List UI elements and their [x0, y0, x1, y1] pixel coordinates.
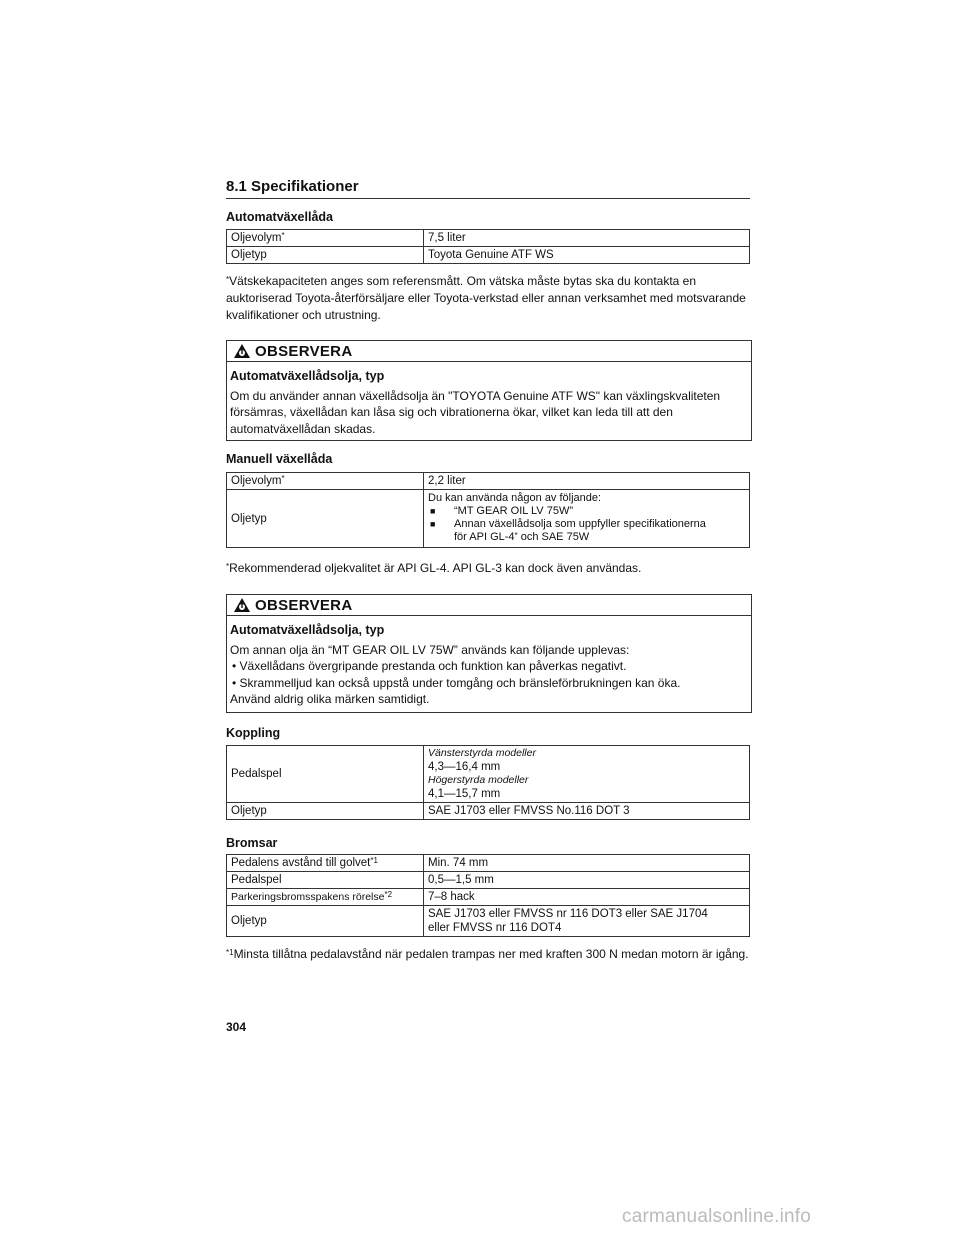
- footnote-marker: *: [281, 474, 285, 483]
- manual-type-value: [424, 490, 750, 548]
- list-item: • Skrammelljud kan också uppstå under tomgång och bränsleförbrukningen kan öka.: [232, 675, 681, 690]
- brakes-oil-line-1: SAE J1703 eller FMVSS nr 116 DOT3 eller SAE J1704: [428, 908, 708, 920]
- clutch-oil-value: SAE J1703 eller FMVSS No.116 DOT 3: [424, 803, 750, 820]
- footnote-marker: *1: [370, 856, 378, 865]
- manual-option-1: “MT GEAR OIL LV 75W”: [454, 505, 573, 517]
- auto-footnote-text: Vätskekapaciteten anges som referensmått. Om vätska måste bytas ska du kontakta en auktoriserad Toyota-återförsäljare eller Toyota-verkstad eller annan verksamhet med motsvarande kvalifikationer och utrustning.: [226, 274, 746, 322]
- table-row: [227, 889, 750, 906]
- lhd-label: Vänsterstyrda modeller: [428, 747, 536, 759]
- table-row: [227, 230, 750, 247]
- brakes-heading: Bromsar: [226, 836, 278, 850]
- brakes-pedal-key: Pedalspel: [227, 872, 424, 889]
- footnote-marker: *1: [226, 948, 234, 957]
- warning-subheading: Automatväxellådsolja, typ: [230, 369, 385, 383]
- clutch-spec-table: [226, 745, 750, 820]
- footnote-marker: *: [226, 275, 230, 284]
- list-item: • Växellådans övergripande prestanda och funktion kan påverkas negativt.: [232, 659, 627, 673]
- manual-heading: Manuell växellåda: [226, 452, 333, 466]
- manual-footnote: [226, 560, 750, 577]
- manual-type-intro: Du kan använda någon av följande:: [428, 492, 602, 504]
- clutch-heading: Koppling: [226, 726, 281, 740]
- parking-brake-key: Parkeringsbromsspakens rörelse: [231, 891, 385, 903]
- manual-footnote-text: Rekommenderad oljekvalitet är API GL-4. API GL-3 kan dock även användas.: [229, 561, 642, 575]
- footnote-marker: *: [514, 531, 518, 540]
- section-name: Specifikationer: [251, 178, 359, 195]
- warning-box-1: [226, 340, 752, 441]
- manual-option-2: Annan växellådsolja som uppfyller specifikationerna: [454, 518, 706, 530]
- auto-type-key: Oljetyp: [227, 247, 424, 264]
- table-row: [227, 473, 750, 490]
- brakes-oil-line-2: eller FMVSS nr 116 DOT4: [428, 922, 562, 934]
- auto-heading: Automatväxellåda: [226, 210, 333, 224]
- auto-type-value: Toyota Genuine ATF WS: [424, 247, 750, 264]
- table-row: [227, 803, 750, 820]
- brakes-spec-table: [226, 854, 750, 937]
- parking-brake-value: 7–8 hack: [424, 889, 750, 906]
- section-number: 8.1: [226, 178, 247, 195]
- warning-header: [227, 595, 751, 616]
- rhd-label: Högerstyrda modeller: [428, 774, 529, 786]
- brakes-clearance-value: Min. 74 mm: [424, 855, 750, 872]
- list-item-continuation: [428, 531, 745, 544]
- warning-closing: Använd aldrig olika märken samtidigt.: [230, 692, 430, 706]
- manual-volume-value: 2,2 liter: [424, 473, 750, 490]
- manual-spec-table: [226, 472, 750, 548]
- brakes-pedal-value: 0,5—1,5 mm: [424, 872, 750, 889]
- warning-text: Om du använder annan växellådsolja än "TOYOTA Genuine ATF WS" kan växlingskvaliteten försämras, växellådan kan låsa sig och vibrationerna ökar, vilket kan leda till att den automatväxellådan skadas.: [230, 388, 721, 436]
- warning-intro: Om annan olja än “MT GEAR OIL LV 75W” används kan följande upplevas:: [230, 642, 630, 657]
- section-title: [226, 178, 359, 195]
- warning-body: [227, 616, 751, 714]
- brakes-footnote-text: Minsta tillåtna pedalavstånd när pedalen trampas ner med kraften 300 N medan motorn är igång.: [233, 947, 749, 961]
- warning-box-2: [226, 594, 752, 713]
- manual-option-2b: för API GL-4: [454, 531, 515, 543]
- clutch-pedal-key: Pedalspel: [227, 746, 424, 803]
- warning-header: [227, 341, 751, 362]
- rhd-value: 4,1—15,7 mm: [428, 788, 501, 800]
- warning-label: OBSERVERA: [255, 342, 353, 360]
- list-item: [428, 505, 745, 518]
- watermark: carmanualsonline.info: [622, 1206, 812, 1227]
- auto-spec-table: [226, 229, 750, 264]
- warning-subheading: Automatväxellådsolja, typ: [230, 623, 385, 637]
- warning-body: [227, 362, 751, 443]
- manual-type-key: Oljetyp: [227, 490, 424, 548]
- clutch-oil-key: Oljetyp: [227, 803, 424, 820]
- table-row: [227, 746, 750, 803]
- warning-label: OBSERVERA: [255, 596, 353, 614]
- footnote-marker: *: [281, 231, 285, 240]
- brakes-oil-key: Oljetyp: [227, 906, 424, 937]
- footnote-marker: *: [226, 562, 230, 571]
- page-number: 304: [226, 1020, 247, 1034]
- brakes-footnote: [226, 946, 750, 963]
- manual-option-2c: och SAE 75W: [517, 531, 590, 543]
- table-row: [227, 906, 750, 937]
- table-row: [227, 247, 750, 264]
- table-row: [227, 855, 750, 872]
- clutch-pedal-value: [424, 746, 750, 803]
- table-row: [227, 872, 750, 889]
- auto-volume-value: 7,5 liter: [424, 230, 750, 247]
- warning-icon: [233, 597, 251, 613]
- footnote-marker: *2: [384, 890, 393, 899]
- list-item: [428, 518, 745, 531]
- lhd-value: 4,3—16,4 mm: [428, 761, 501, 773]
- brakes-oil-value: [424, 906, 750, 937]
- auto-footnote: [226, 273, 750, 324]
- bullet-square: ■: [430, 506, 436, 516]
- warning-icon: [233, 343, 251, 359]
- brakes-clearance-key: Pedalens avstånd till golvet: [231, 857, 371, 869]
- auto-volume-key: Oljevolym: [231, 232, 282, 244]
- section-divider: [226, 198, 750, 199]
- manual-volume-key: Oljevolym: [231, 475, 282, 487]
- bullet-square: ■: [430, 519, 436, 529]
- table-row: [227, 490, 750, 548]
